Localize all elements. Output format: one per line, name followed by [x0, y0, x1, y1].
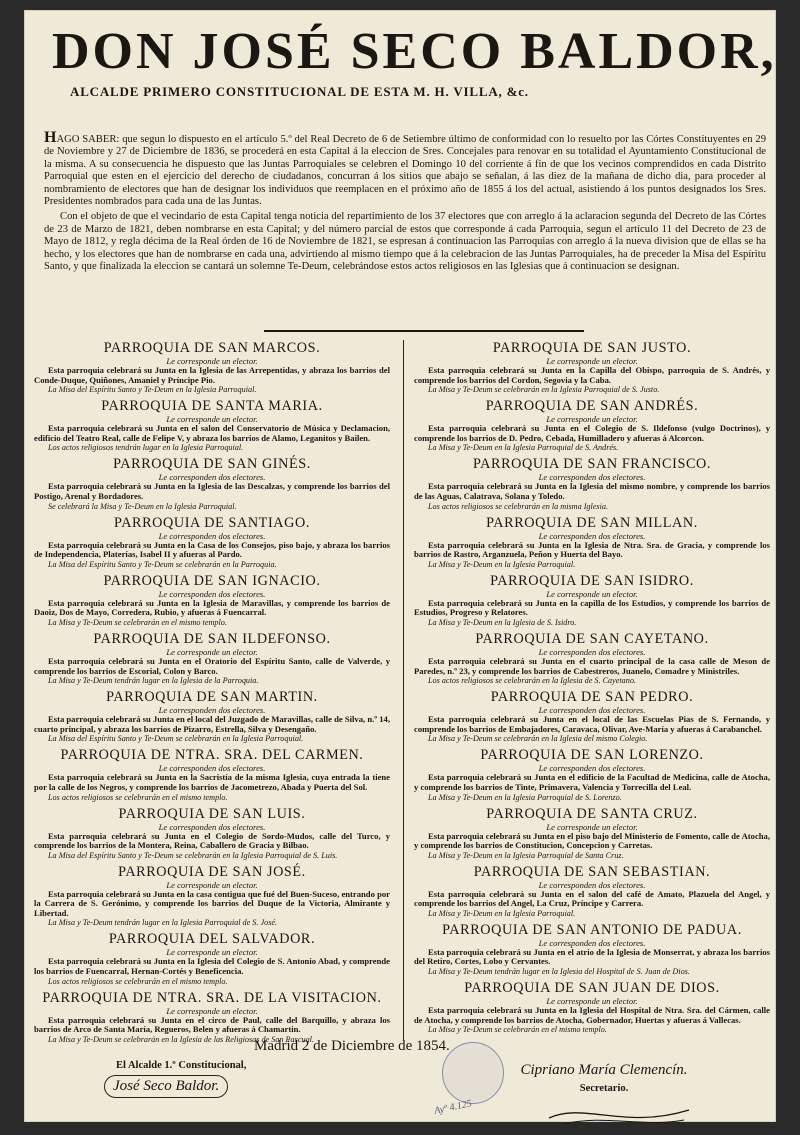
- secretary-signature: Cipriano María Clemencín.: [520, 1062, 688, 1078]
- intro-paragraph-2: Con el objeto de que el vecindario de esta Capital tenga noticia del repartimiento de los 37 electores que con arreglo á la aclaracion segunda del Decreto de las Córtes de 23 de Marzo de 1821, deben nombrarse en esta Capital; y del número parcial de estos que corresponde á cada Parroquia, segun el artículo 11 del Decreto de 23 de Mayo de 1812, y regla décima de la Real órden de 16 de Noviembre de 1821, se espresan á continuacion las Parroquias con arreglo á la nueva division que de ellas se ha hecho, y los electores que han de nombrarse en cada una, advirtiendo al mismo tiempo que á la celebracion de las Juntas Parroquiales, ha de preceder la Misa del Espíritu Santo, y que finalizada la eleccion se cantará un solemne Te-Deum, celebrándose estos actos religiosos en las Iglesias que á continuacion se designan.: [44, 211, 766, 273]
- parish-name: PARROQUIA DEL SALVADOR.: [108, 931, 316, 948]
- parish-description: Esta parroquia celebrará su Junta en la casa contigua que fué del Buen-Suceso, entrando por la Carrera de S. Gerónimo, y comprende los barrios del Duque de la Victoria, Almirante y Libertad.: [34, 888, 390, 918]
- parish-name: PARROQUIA DE SAN ANTONIO DE PADUA.: [442, 921, 742, 938]
- parish-electors: Le corresponde un elector.: [546, 588, 638, 599]
- parish-electors: Le corresponde un elector.: [166, 414, 258, 425]
- parish-description: Esta parroquia celebrará su Junta en la Casa de los Consejos, piso bajo, y abraza los barrios de Independencia, Platerías, Isabel II y afueras al Pardo.: [34, 539, 390, 560]
- parish-entry: [414, 864, 770, 919]
- parish-electors: Le corresponden dos electores.: [538, 646, 646, 657]
- parish-name: PARROQUIA DE SAN JUSTO.: [492, 340, 692, 356]
- parish-name: PARROQUIA DE SANTA MARIA.: [101, 398, 323, 415]
- parish-name: PARROQUIA DE SAN CAYETANO.: [475, 630, 709, 647]
- parish-electors: Le corresponde un elector.: [166, 646, 258, 657]
- parish-name: PARROQUIA DE SAN JOSÉ.: [118, 863, 306, 880]
- parish-description: Esta parroquia celebrará su Junta en el Oratorio del Espíritu Santo, calle de Valverde, y comprende los barrios de Escorial, Colon y Barco.: [34, 655, 390, 676]
- parish-religious-acts: La Misa y Te-Deum se celebrarán en la Iglesia de las Religiosas de San Pascual.: [48, 1034, 314, 1044]
- parish-name: PARROQUIA DE SAN MARTIN.: [106, 689, 318, 706]
- parish-description: Esta parroquia celebrará su Junta en la Iglesia de las Descalzas, y comprende los barrios del Postigo, Arenal y Bordadores.: [34, 481, 390, 501]
- parish-name: PARROQUIA DE SAN ISIDRO.: [490, 572, 694, 589]
- parish-religious-acts: Los actos religiosos se celebrarán en la Iglesia de S. Cayetano.: [428, 676, 636, 686]
- parish-entry: [414, 398, 770, 453]
- parish-description: Esta parroquia celebrará su Junta en la Iglesia del Hospital de Ntra. Sra. del Cármen, calle de Atocha, y comprende los barrios de Atocha, Gobernador, Huertas y afueras á Vallecas.: [414, 1005, 770, 1025]
- parish-description: Esta parroquia celebrará su Junta en el Colegio de Sordo-Mudos, calle del Turco, y comprende los barrios de la Montera, Reina, Caballero de Gracia y Bilbao.: [34, 830, 390, 851]
- parish-religious-acts: La Misa y Te-Deum se celebrarán en la Iglesia del mismo Colegio.: [428, 734, 648, 744]
- parish-electors: Le corresponden dos electores.: [158, 705, 266, 716]
- parish-religious-acts: Los actos religiosos se celebrarán en el mismo templo.: [48, 792, 228, 802]
- parish-religious-acts: La Misa y Te-Deum en la Iglesia Parroquial.: [428, 908, 576, 918]
- parish-electors: Le corresponden dos electores.: [538, 879, 646, 890]
- parish-religious-acts: La Misa y Te-Deum tendrán lugar en la Iglesia del Hospital de S. Juan de Dios.: [428, 967, 690, 977]
- parish-electors: Le corresponden dos electores.: [538, 937, 646, 948]
- parish-description: Esta parroquia celebrará su Junta en el edificio de la Facultad de Medicina, calle de Atocha, y comprende los barrios de Tinte, Primavera, Valencia y Torrecilla del Leal.: [414, 772, 770, 792]
- parish-description: Esta parroquia celebrará su Junta en el salon del Conservatorio de Música y Declamacion, edificio del Teatro Real, calle de Felipe V, y abraza los barrios de Alamo, Leganitos y Bailen.: [34, 423, 390, 443]
- parish-description: Esta parroquia celebrará su Junta en el local de las Escuelas Pias de S. Fernando, y comprende los barrios de Embajadores, Caravaca, Olivar, Ave-María y afueras á Carabanchel.: [414, 714, 770, 734]
- parish-entry: [34, 806, 390, 861]
- intro-text: [44, 129, 766, 276]
- parish-religious-acts: La Misa del Espíritu Santo y Te-Deum se celebrarán en la Iglesia Parroquial de S. Luis.: [48, 850, 338, 860]
- parish-description: Esta parroquia celebrará su Junta en el Colegio de S. Ildefonso (vulgo Doctrinos), y comprende los barrios de D. Pedro, Cebada, Humilladero y afueras á Alcorcon.: [414, 423, 770, 443]
- parish-electors: Le corresponde un elector.: [546, 996, 638, 1007]
- parish-description: Esta parroquia celebrará su Junta en la Iglesia de Maravillas, y comprende los barrios de Daoiz, Dos de Mayo, Corredera, Rubio, y afueras á Fuencarral.: [34, 597, 390, 618]
- parish-description: Esta parroquia celebrará su Junta en la Iglesia de Ntra. Sra. de Gracia, y comprende los barrios de Rastro, Arganzuela, Peñon y Huerta del Bayo.: [414, 539, 770, 560]
- parish-name: PARROQUIA DE SAN ANDRÉS.: [485, 398, 699, 415]
- parish-entry: [414, 515, 770, 570]
- parish-name: PARROQUIA DE SAN LUIS.: [118, 805, 306, 822]
- parish-entry: [414, 631, 770, 686]
- parish-description: Esta parroquia celebrará su Junta en la Iglesia del Colegio de S. Antonio Abad, y comprende los barrios de Fuencarral, Hernan-Cortés y Beneficencia.: [34, 956, 390, 977]
- parish-name: PARROQUIA DE SAN PEDRO.: [490, 689, 694, 706]
- signature-flourish-icon: [544, 1100, 694, 1130]
- parish-description: Esta parroquia celebrará su Junta en la Iglesia del mismo nombre, y comprende los barrios de las Aguas, Calatrava, Solana y Toledo.: [414, 481, 770, 501]
- left-parish-column: [34, 340, 390, 1048]
- parish-religious-acts: La Misa y Te-Deum en la Iglesia Parroquial.: [428, 559, 576, 569]
- parish-religious-acts: Los actos religiosos se celebrarán en la misma Iglesia.: [428, 501, 609, 511]
- parish-electors: Le corresponden dos electores.: [158, 588, 266, 599]
- parish-religious-acts: La Misa del Espíritu Santo y Te-Deum en la Iglesia Parroquial.: [48, 385, 257, 395]
- parish-electors: Le corresponden dos electores.: [538, 530, 646, 541]
- parish-entry: [414, 980, 770, 1035]
- intro-p1-text: AGO SABER: que segun lo dispuesto en el artículo 5.º del Real Decreto de 6 de Setiembre último de conformidad con lo resuelto por las Córtes Constituyentes en 29 de Noviembre y 27 de Diciembre de 1836, se procederá en esta Capital á la eleccion de Sres. Concejales para renovar en su totalidad el Ayuntamiento Constitucional de la misma. A su consecuencia he dispuesto que las Juntas Parroquiales se celebren el Domingo 10 del corriente á fin de que los vecinos comprendidos en cada Distrito Parroquial que esten en el ejercicio del derecho de ciudadanos, concurran á los sitios que abajo se señalan, á las diez de la mañana de dicho dia, para proceder al nombramiento de electores que han de designar los individuos que reemplacen en el próximo año de 1855 á los del actual, asistiendo á los puntos designados los Sres. Presidentes nombrados para cada una de las Juntas.: [44, 134, 766, 208]
- parish-entry: [34, 931, 390, 986]
- parish-entry: [34, 340, 390, 395]
- parish-religious-acts: La Misa y Te-Deum se celebrarán en el mismo templo.: [428, 1025, 607, 1035]
- parish-description: Esta parroquia celebrará su Junta en el cuarto principal de la casa calle de Meson de Paredes, n.º 23, y comprende los barrios de Cabestreros, Juanelo, Comadre y Ministriles.: [414, 655, 770, 676]
- secretary-role: Secretario.: [579, 1083, 629, 1094]
- parish-religious-acts: La Misa y Te-Deum tendrán lugar en la Iglesia Parroquial de S. José.: [48, 918, 278, 928]
- parish-entry: [414, 747, 770, 802]
- parish-name: PARROQUIA DE SAN ILDEFONSO.: [93, 630, 331, 647]
- intro-paragraph-1: [44, 129, 766, 208]
- parish-entry: [414, 573, 770, 628]
- parish-entry: [34, 515, 390, 570]
- parish-description: Esta parroquia celebrará su Junta en el local del Juzgado de Maravillas, calle de Silva, n.º 14, cuarto principal, y abraza los barrios de Pizarro, Estrella, Silva y Desengaño.: [34, 714, 390, 734]
- parish-electors: Le corresponde un elector.: [546, 356, 638, 366]
- parish-entry: [34, 747, 390, 802]
- page-title: DON JOSÉ SECO BALDOR,: [52, 23, 777, 80]
- parish-entry: [414, 922, 770, 977]
- parish-entry: [34, 573, 390, 628]
- document-date: Madrid 2 de Diciembre de 1854.: [254, 1038, 450, 1054]
- parish-name: PARROQUIA DE NTRA. SRA. DEL CARMEN.: [60, 747, 364, 764]
- dropcap: H: [44, 129, 57, 146]
- mayor-signature: José Seco Baldor.: [104, 1075, 228, 1098]
- parish-entry: [414, 456, 770, 511]
- parish-religious-acts: La Misa del Espíritu Santo y Te-Deum se celebrarán en la Parroquia.: [48, 559, 277, 569]
- parish-electors: Le corresponde un elector.: [546, 821, 638, 832]
- parish-electors: Le corresponden dos electores.: [158, 530, 266, 541]
- parish-name: PARROQUIA DE SAN SEBASTIAN.: [473, 863, 711, 880]
- parish-name: PARROQUIA DE SANTA CRUZ.: [486, 805, 698, 822]
- mayor-title: El Alcalde 1.º Constitucional,: [116, 1060, 247, 1071]
- parish-electors: Le corresponde un elector.: [166, 356, 258, 366]
- parish-electors: Le corresponde un elector.: [166, 1005, 258, 1016]
- column-divider: [403, 340, 404, 1040]
- parish-religious-acts: Los actos religiosos tendrán lugar en la Iglesia Parroquial.: [48, 443, 244, 453]
- parish-electors: Le corresponden dos electores.: [538, 472, 646, 483]
- parish-religious-acts: La Misa del Espíritu Santo y Te-Deum se celebrarán en la Iglesia Parroquial.: [48, 734, 304, 744]
- parish-religious-acts: Los actos religiosos se celebrarán en el mismo templo.: [48, 976, 228, 986]
- parish-electors: Le corresponde un elector.: [546, 414, 638, 425]
- parish-name: PARROQUIA DE SAN IGNACIO.: [103, 572, 321, 589]
- parish-religious-acts: La Misa y Te-Deum se celebrarán en el mismo templo.: [48, 617, 227, 627]
- parish-description: Esta parroquia celebrará su Junta en la Capilla del Obispo, parroquia de S. Andrés, y comprende los barrios del Cordon, Segovia y la Caba.: [414, 365, 770, 385]
- parish-description: Esta parroquia celebrará su Junta en la Sacristía de la misma Iglesia, cuya entrada la tiene por la calle de los Negros, y comprende los barrios de Jacometrezo, Abada y Puerta del Sol.: [34, 772, 390, 792]
- parish-description: Esta parroquia celebrará su Junta en el salon del café de Amato, Plazuela del Angel, y comprende los barrios del Angel, La Cruz, Príncipe y Carrera.: [414, 888, 770, 909]
- parish-religious-acts: La Misa y Te-Deum en la Iglesia de S. Isidro.: [428, 617, 577, 627]
- parish-description: Esta parroquia celebrará su Junta en la Iglesia de las Arrepentidas, y abraza los barrios del Conde-Duque, Quiñones, Amaniel y Príncipe Pio.: [34, 365, 390, 385]
- parish-electors: Le corresponde un elector.: [166, 879, 258, 890]
- parish-entry: [34, 990, 390, 1045]
- parish-electors: Le corresponden dos electores.: [158, 763, 266, 774]
- page-subtitle: ALCALDE PRIMERO CONSTITUCIONAL DE ESTA M. H. VILLA, &c.: [70, 84, 529, 99]
- parish-electors: Le corresponden dos electores.: [538, 705, 646, 716]
- parish-name: PARROQUIA DE SAN MARCOS.: [103, 340, 321, 356]
- parish-electors: Le corresponden dos electores.: [158, 472, 266, 483]
- parish-entry: [34, 864, 390, 929]
- secretary-signature-block: [494, 1062, 714, 1094]
- parish-entry: [34, 689, 390, 744]
- parish-electors: Le corresponden dos electores.: [158, 821, 266, 832]
- parish-description: Esta parroquia celebrará su Junta en el piso bajo del Ministerio de Fomento, calle de Atocha, y comprende los barrios de Constitucion, Concepcion y Carretas.: [414, 830, 770, 851]
- right-parish-column: [414, 340, 770, 1038]
- parish-description: Esta parroquia celebrará su Junta en el circo de Paul, calle del Barquillo, y abraza los barrios de Arco de Santa María, Regueros, Belen y afueras á Chamartin.: [34, 1014, 390, 1035]
- parish-religious-acts: La Misa y Te-Deum se celebrarán en la Iglesia Parroquial de S. Justo.: [428, 385, 660, 395]
- parish-entry: [34, 398, 390, 453]
- parish-religious-acts: La Misa y Te-Deum tendrán lugar en la Iglesia de la Parroquia.: [48, 676, 259, 686]
- poster-sheet: [24, 10, 776, 1122]
- parish-name: PARROQUIA DE SAN FRANCISCO.: [473, 456, 711, 473]
- parish-electors: Le corresponden dos electores.: [538, 763, 646, 774]
- parish-entry: [414, 806, 770, 861]
- parish-description: Esta parroquia celebrará su Junta en el atrio de la Iglesia de Monserrat, y abraza los barrios del Retiro, Cortes, Lobo y Cervantes.: [414, 946, 770, 967]
- parish-religious-acts: La Misa y Te-Deum en la Iglesia Parroquial de Santa Cruz.: [428, 850, 624, 860]
- shelfmark: Ayº 4.125: [433, 1098, 473, 1117]
- parish-religious-acts: La Misa y Te-Deum en la Iglesia Parroquial de S. Lorenzo.: [428, 792, 622, 802]
- parish-entry: [34, 456, 390, 511]
- parish-name: PARROQUIA DE SANTIAGO.: [114, 514, 310, 531]
- parish-entry: [34, 631, 390, 686]
- parish-religious-acts: La Misa y Te-Deum en la Iglesia Parroquial de S. Andrés.: [428, 443, 619, 453]
- parish-name: PARROQUIA DE SAN GINÉS.: [113, 456, 311, 473]
- parish-name: PARROQUIA DE SAN JUAN DE DIOS.: [464, 980, 720, 997]
- parish-religious-acts: Se celebrará la Misa y Te-Deum en la Iglesia Parroquial.: [48, 501, 237, 511]
- parish-name: PARROQUIA DE SAN MILLAN.: [486, 514, 698, 531]
- parish-entry: [414, 689, 770, 744]
- divider-rule: [264, 330, 584, 332]
- parish-name: PARROQUIA DE NTRA. SRA. DE LA VISITACION.: [42, 989, 382, 1006]
- parish-electors: Le corresponde un elector.: [166, 947, 258, 958]
- mayor-signature-block: [104, 1060, 284, 1098]
- parish-entry: [414, 340, 770, 395]
- parish-description: Esta parroquia celebrará su Junta en la capilla de los Estudios, y comprende los barrios de Estudios, Progreso y Relatores.: [414, 597, 770, 618]
- parish-name: PARROQUIA DE SAN LORENZO.: [480, 747, 704, 764]
